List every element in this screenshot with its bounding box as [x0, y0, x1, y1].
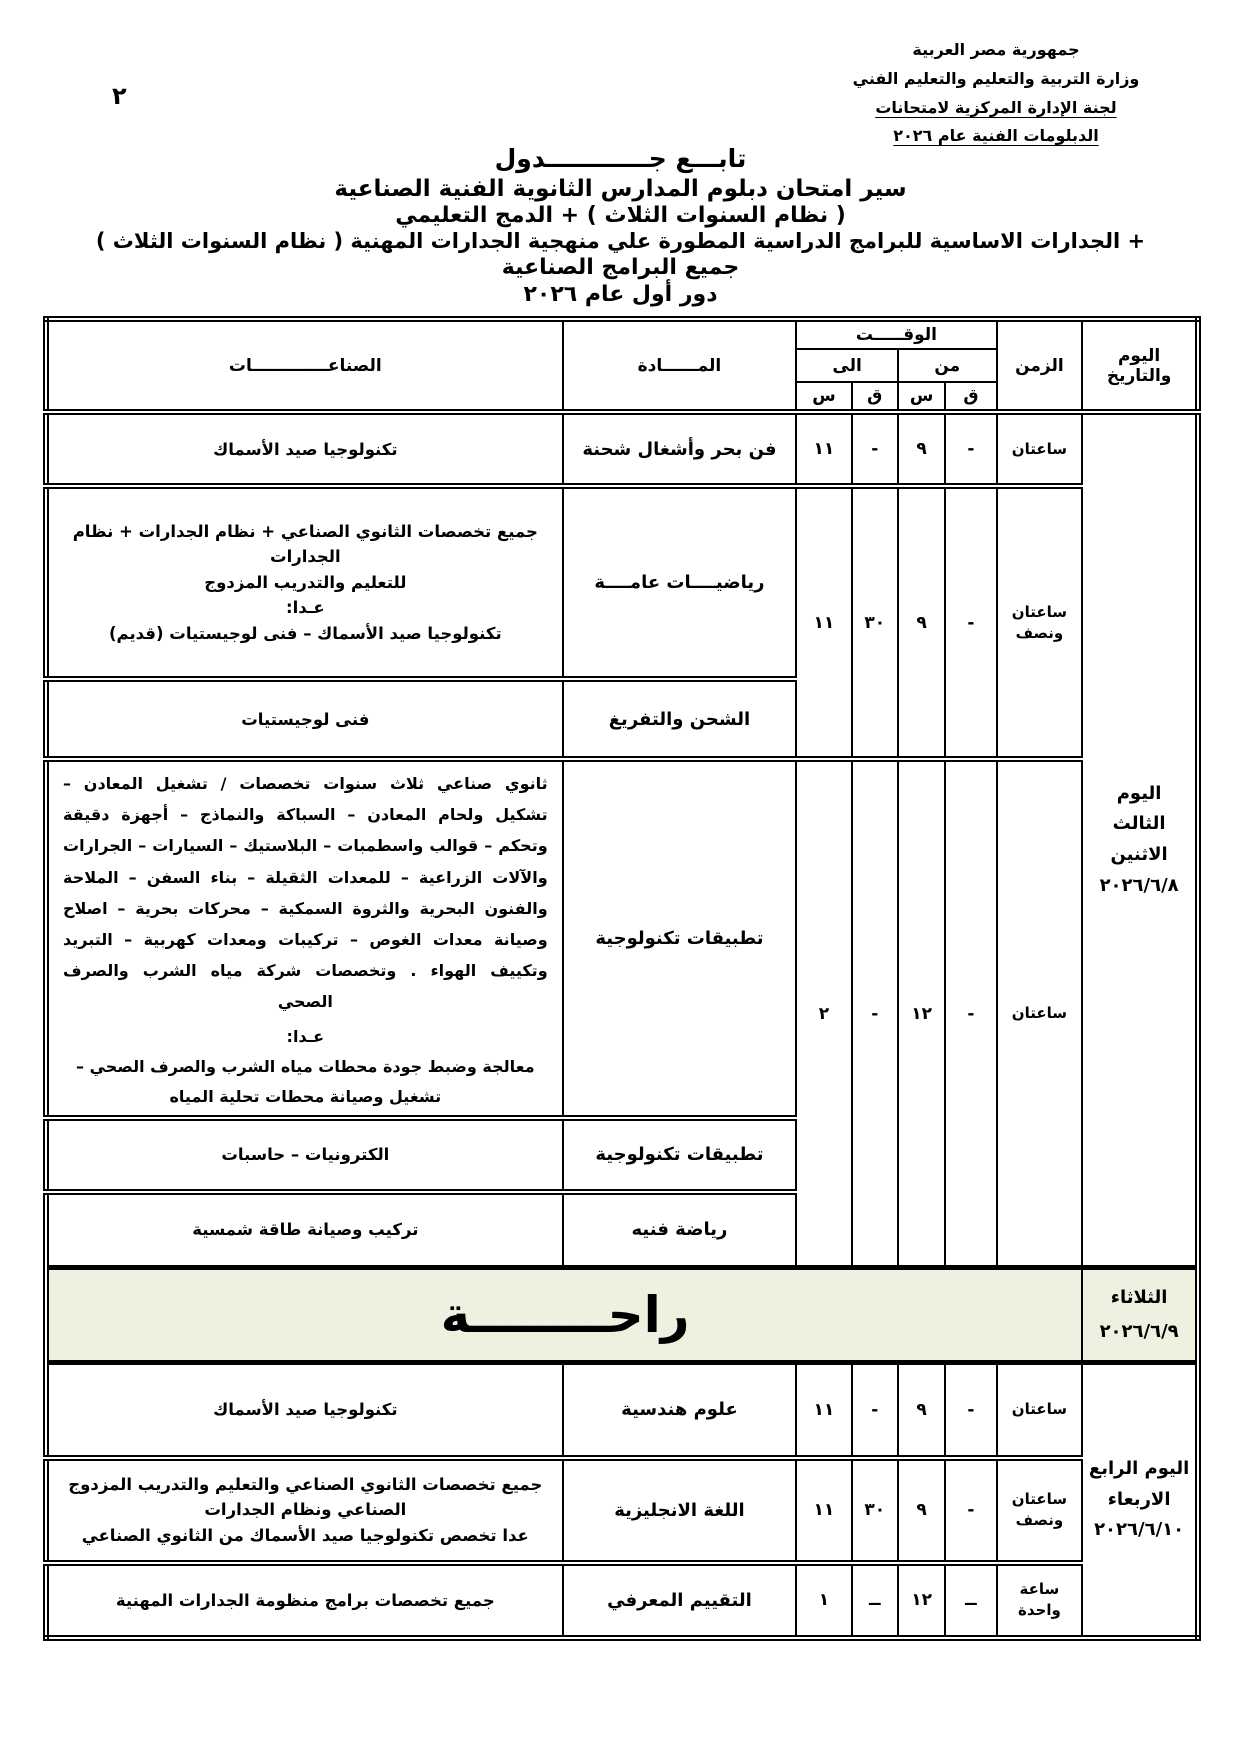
from-minute-cell: - [945, 486, 996, 759]
industries-cell: تكنولوجيا صيد الأسماك [46, 1363, 563, 1458]
to-minute-cell: ٣٠ [852, 486, 898, 759]
title-line-2: سير امتحان دبلوم المدارس الثانوية الفنية الصناعية [334, 175, 907, 202]
subject-cell: الشحن والتفريغ [563, 679, 797, 759]
header-duration: الزمن [997, 319, 1083, 412]
to-minute-cell: ــ [852, 1563, 898, 1638]
from-minute-cell: - [945, 1458, 996, 1563]
letterhead-country: جمهورية مصر العربية [912, 40, 1080, 59]
letterhead [801, 36, 1191, 151]
header-time-from: من [898, 349, 997, 382]
from-hour-cell: ٩ [898, 1458, 945, 1563]
subject-cell: رياضيــــات عامــــة [563, 486, 797, 679]
to-minute-cell: - [852, 759, 898, 1268]
industries-cell: الكترونيات – حاسبات [46, 1118, 563, 1192]
industries-cell: جميع تخصصات الثانوي الصناعي + نظام الجدارات + نظام الجدارات للتعليم والتدريب المزدوج عـدا: تكنولوجيا صيد الأسماك – فنى لوجيستيات (قديم) [46, 486, 563, 679]
header-from-minute: ق [945, 382, 996, 412]
industries-cell: تكنولوجيا صيد الأسماك [46, 412, 563, 486]
title-line-3: ( نظام السنوات الثلاث ) + الدمج التعليمي [395, 202, 846, 228]
duration-cell: ساعتان ونصف [997, 486, 1083, 759]
letterhead-committee: لجنة الإدارة المركزية لامتحانات [875, 97, 1117, 117]
letterhead-diplomas-year: الدبلومات الفنية عام ٢٠٢٦ [893, 126, 1099, 146]
rest-row [46, 1268, 1198, 1363]
from-minute-cell: ــ [945, 1563, 996, 1638]
header-time: الوقـــــت [796, 319, 996, 349]
exam-schedule-table-wrap [43, 316, 1201, 1641]
industries-cell: تركيب وصيانة طاقة شمسية [46, 1192, 563, 1268]
header-day-date: اليوم والتاريخ [1082, 319, 1198, 412]
from-minute-cell: - [945, 759, 996, 1268]
from-minute-cell: - [945, 412, 996, 486]
title-line-1: تابـــع جــــــــــــدول [494, 144, 747, 173]
subject-cell: فن بحر وأشغال شحنة [563, 412, 797, 486]
industries-cell: ثانوي صناعي ثلاث سنوات تخصصات / تشغيل المعادن – تشكيل ولحام المعادن – السباكة والنماذج – أجهزة دقيقة وتحكم – قوالب واسطمبات – البلاستيك – السيارات – الجرارات والآلات الزراعية – للمعدات الثقيلة – بناء السفن – الملاحة والفنون البحرية والثروة السمكية – محركات بحرية – اصلاح وصيانة معدات الغوص – تركيبات ومعدات كهربية – التبريد وتكييف الهواء . وتخصصات شركة مياه الشرب والصرف الصحي عـدا: معالجة وضبط جودة محطات مياه الشرب والصرف الصحي – تشغيل وصيانة محطات تحلية المياه [46, 759, 563, 1118]
header-to-minute: ق [852, 382, 898, 412]
rest-date-cell: الثلاثاء ٢٠٢٦/٦/٩ [1082, 1268, 1198, 1363]
to-hour-cell: ١ [796, 1563, 851, 1638]
title-line-4: + الجدارات الاساسية للبرامج الدراسية المطورة علي منهجية الجدارات المهنية ( نظام السنوات الثلاث ) [95, 229, 1146, 254]
subject-cell: التقييم المعرفي [563, 1563, 797, 1638]
to-hour-cell: ١١ [796, 486, 851, 759]
to-hour-cell: ١١ [796, 412, 851, 486]
page-number: ٢ [112, 82, 127, 110]
duration-cell: ساعة واحدة [997, 1563, 1083, 1638]
header-subject: المــــــادة [563, 319, 797, 412]
from-hour-cell: ١٢ [898, 759, 945, 1268]
to-hour-cell: ١١ [796, 1458, 851, 1563]
from-hour-cell: ١٢ [898, 1563, 945, 1638]
day4-date-cell: اليوم الرابع الاربعاء ٢٠٢٦/٦/١٠ [1082, 1363, 1198, 1638]
from-hour-cell: ٩ [898, 412, 945, 486]
from-hour-cell: ٩ [898, 486, 945, 759]
table-row [46, 1458, 1198, 1563]
industries-cell: جميع تخصصات الثانوي الصناعي والتعليم والتدريب المزدوج الصناعي ونظام الجدارات عدا تخصص تكنولوجيا صيد الأسماك من الثانوي الصناعي [46, 1458, 563, 1563]
duration-cell: ساعتان [997, 412, 1083, 486]
to-minute-cell: - [852, 1363, 898, 1458]
table-row [46, 1363, 1198, 1458]
table-row [46, 759, 1198, 1118]
subject-cell: تطبيقات تكنولوجية [563, 1118, 797, 1192]
subject-cell: رياضة فنيه [563, 1192, 797, 1268]
to-minute-cell: ٣٠ [852, 1458, 898, 1563]
subject-cell: تطبيقات تكنولوجية [563, 759, 797, 1118]
header-time-to: الى [796, 349, 898, 382]
from-minute-cell: - [945, 1363, 996, 1458]
industries-cell: فنى لوجيستيات [46, 679, 563, 759]
duration-cell: ساعتان [997, 1363, 1083, 1458]
to-hour-cell: ٢ [796, 759, 851, 1268]
industries-cell: جميع تخصصات برامج منظومة الجدارات المهنية [46, 1563, 563, 1638]
header-to-hour: س [796, 382, 851, 412]
table-row [46, 1563, 1198, 1638]
duration-cell: ساعتان ونصف [997, 1458, 1083, 1563]
title-line-6: دور أول عام ٢٠٢٦ [523, 281, 718, 307]
title-line-5: جميع البرامج الصناعية [501, 254, 740, 280]
header-industries: الصناعـــــــــــــات [46, 319, 563, 412]
header-from-hour: س [898, 382, 945, 412]
subject-cell: علوم هندسية [563, 1363, 797, 1458]
document-title [0, 144, 1241, 309]
to-hour-cell: ١١ [796, 1363, 851, 1458]
letterhead-ministry: وزارة التربية والتعليم والتعليم الفني [852, 68, 1140, 88]
table-row [46, 486, 1198, 679]
table-row [46, 412, 1198, 486]
day3-date-cell: اليوم الثالث الاثنين ٢٠٢٦/٦/٨ [1082, 412, 1198, 1268]
to-minute-cell: - [852, 412, 898, 486]
subject-cell: اللغة الانجليزية [563, 1458, 797, 1563]
from-hour-cell: ٩ [898, 1363, 945, 1458]
duration-cell: ساعتان [997, 759, 1083, 1268]
rest-label-cell: راحــــــــة [46, 1268, 1082, 1363]
exam-schedule-table [43, 316, 1201, 1641]
